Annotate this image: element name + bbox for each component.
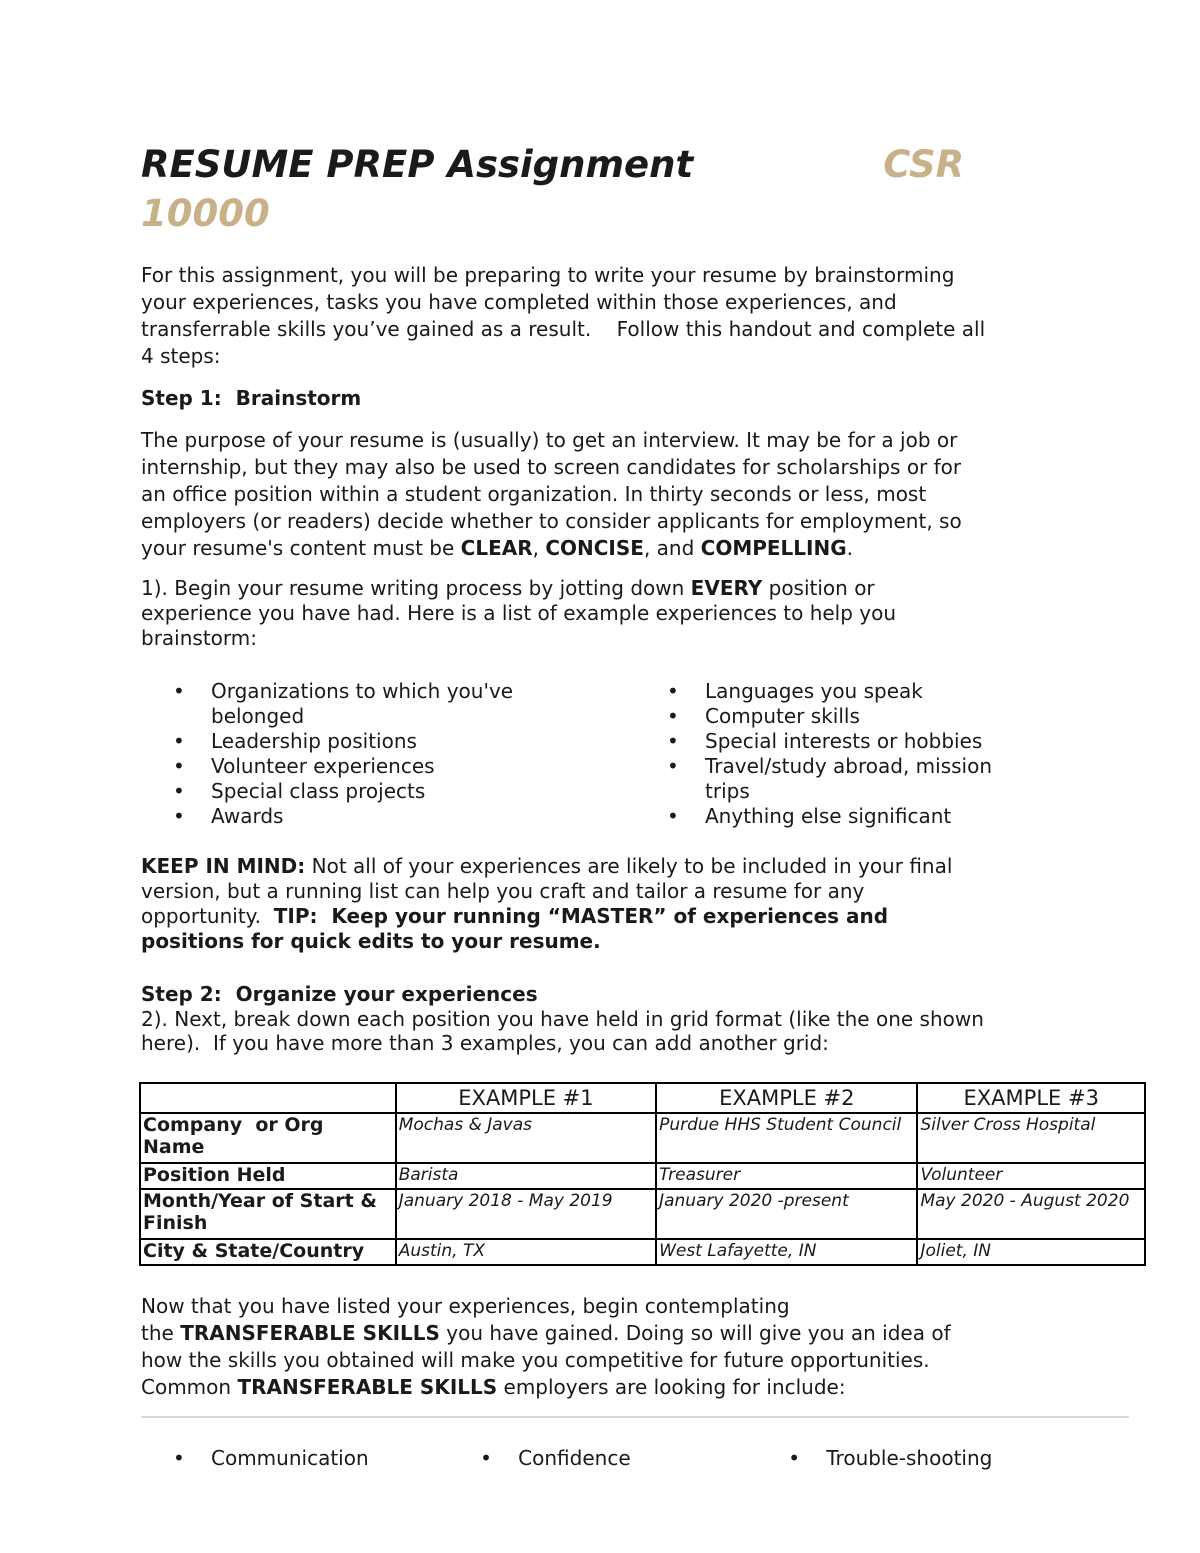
tip-text: TIP: Keep your running “MASTER” of experiences and bbox=[273, 904, 889, 928]
grid-header-example-2: EXAMPLE #2 bbox=[656, 1083, 917, 1113]
list-item: • Special class projects bbox=[141, 779, 635, 804]
list-item: • Special interests or hobbies bbox=[635, 729, 995, 754]
document-title bbox=[141, 140, 1061, 238]
table-cell: Purdue HHS Student Council bbox=[656, 1113, 917, 1163]
table-cell: January 2018 - May 2019 bbox=[396, 1189, 656, 1239]
grid-header-example-3: EXAMPLE #3 bbox=[917, 1083, 1145, 1113]
course-code-number: 10000 bbox=[141, 192, 270, 235]
step2-paragraph: 2). Next, break down each position you have held in grid format (like the one shown here). If you have more than 3 examples, you can add another grid: bbox=[141, 1007, 984, 1055]
list-item: • Computer skills bbox=[635, 704, 995, 729]
document-page bbox=[141, 140, 1061, 1055]
list-item: • Confidence bbox=[448, 1446, 756, 1471]
instruction-paragraph: 1). Begin your resume writing process by jotting down EVERY position or experience you have had. Here is a list of example experiences to help you brainstorm: bbox=[141, 576, 897, 650]
table-cell: Barista bbox=[396, 1163, 656, 1189]
grid-header-empty bbox=[140, 1083, 396, 1113]
table-cell: Silver Cross Hospital bbox=[917, 1113, 1145, 1163]
table-cell: Joliet, IN bbox=[917, 1239, 1145, 1265]
list-item: • Anything else significant bbox=[635, 804, 995, 829]
table-cell: May 2020 - August 2020 bbox=[917, 1189, 1145, 1239]
list-item: • Organizations to which you've belonged bbox=[141, 679, 635, 729]
table-cell: Volunteer bbox=[917, 1163, 1145, 1189]
experience-list-left bbox=[141, 679, 635, 829]
skills-list bbox=[141, 1446, 1101, 1471]
list-item: • Languages you speak bbox=[635, 679, 995, 704]
row-label: Position Held bbox=[140, 1163, 396, 1189]
experience-list-right bbox=[635, 679, 995, 829]
grid-header-example-1: EXAMPLE #1 bbox=[396, 1083, 656, 1113]
step1-heading: Step 1: Brainstorm bbox=[141, 386, 362, 410]
table-cell: West Lafayette, IN bbox=[656, 1239, 917, 1265]
table-row bbox=[140, 1239, 1145, 1265]
row-label: Company or Org Name bbox=[140, 1113, 396, 1163]
table-row bbox=[140, 1113, 1145, 1163]
list-item: • Communication bbox=[141, 1446, 448, 1471]
title-main: RESUME PREP Assignment bbox=[141, 143, 694, 186]
step2-heading: Step 2: Organize your experiences bbox=[141, 982, 538, 1006]
table-cell: Austin, TX bbox=[396, 1239, 656, 1265]
row-label: Month/Year of Start & Finish bbox=[140, 1189, 396, 1239]
keep-in-mind-paragraph: KEEP IN MIND: Not all of your experiences are likely to be included in your final version, but a running list can help you craft and tailor a resume for any opportunity. TIP: Keep your running “MASTER” of experiences and positions for quick edits to your resume. bbox=[141, 854, 953, 953]
list-item: • Travel/study abroad, mission trips bbox=[635, 754, 995, 804]
list-item: • Volunteer experiences bbox=[141, 754, 635, 779]
purpose-paragraph: The purpose of your resume is (usually) to get an interview. It may be for a job or internship, but they may also be used to screen candidates for scholarships or for an office position within a student organization. In thirty seconds or less, most employers (or readers) decide whether to consider applicants for employment, so your resume's content must be CLEAR, CONCISE, and COMPELLING. bbox=[141, 428, 962, 560]
list-item: • Trouble-shooting bbox=[756, 1446, 1101, 1471]
row-label: City & State/Country bbox=[140, 1239, 396, 1265]
table-row bbox=[140, 1163, 1145, 1189]
table-cell: January 2020 -present bbox=[656, 1189, 917, 1239]
table-cell: Mochas & Javas bbox=[396, 1113, 656, 1163]
section-divider bbox=[141, 1416, 1129, 1418]
list-item: • Awards bbox=[141, 804, 635, 829]
transferable-skills-section bbox=[141, 1293, 1061, 1401]
table-row bbox=[140, 1189, 1145, 1239]
experience-list bbox=[141, 679, 1061, 829]
table-cell: Treasurer bbox=[656, 1163, 917, 1189]
experience-grid bbox=[139, 1082, 1146, 1266]
intro-paragraph: For this assignment, you will be preparing to write your resume by brainstorming your experiences, tasks you have completed within those experiences, and transferrable skills you’ve gained as a result. Follow this handout and complete all 4 steps: bbox=[141, 263, 986, 368]
course-code-prefix: CSR bbox=[883, 143, 965, 186]
transferable-paragraph: Now that you have listed your experiences, begin contemplating the TRANSFERABLE SKILLS you have gained. Doing so will give you an idea of how the skills you obtained will make you competitive for future opportunities. Common TRANSFERABLE SKILLS employers are looking for include: bbox=[141, 1294, 951, 1399]
list-item: • Leadership positions bbox=[141, 729, 635, 754]
